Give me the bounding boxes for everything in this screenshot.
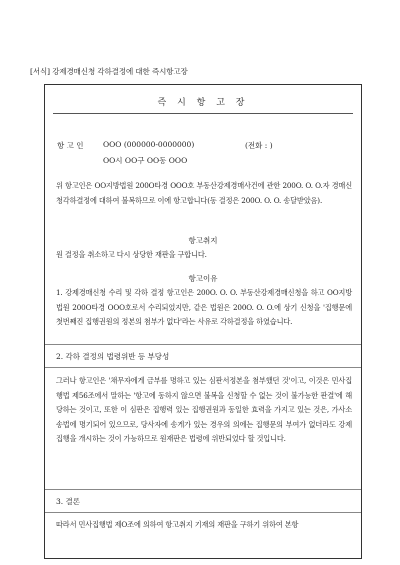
appellant-name: OOO (000000-0000000) — [103, 140, 195, 149]
appellant-address: OO시 OO구 OO동 OOO — [103, 156, 188, 165]
reason-3-title: 3. 결론 — [56, 497, 81, 506]
section-divider — [45, 512, 361, 513]
reason-2-title: 2. 각하 결정의 법령위반 등 부당성 — [56, 352, 170, 361]
reason-2-text: 그러나 항고인은 '채무자에게 금부를 명하고 있는 심판서정본을 첨부했던 것'이고, 이것은 민사집행법 제56조에서 말하는 '항고에 동하지 않으면 불복을 신청할 수 없는 것이 불가능한 판결'에 해당하는 것이고, 또한 이 심판은 집행력 있는 집행권원과 동일한 효력을 가지고 있는 것은, 가사소송법에 명기되어 있으므로, 당사자에 송게가 있는 경우의 의에는 집행문의 부여가 없더라도 강제집행을 개시하는 것이 가능하므로 원재판은 법령에 위반되었다 할 것입니다. — [56, 376, 352, 443]
phone-label: (전화 : ) — [245, 141, 273, 150]
section-divider — [45, 344, 361, 345]
intro-paragraph: 위 항고인은 OO지방법원 200O타경 OOO호 부동산강제경매사건에 관한 200O. O. O.자 경매신청각하결정에 대하여 불복하므로 이에 항고합니다(동 결정은 200O. O. O. 송달받았음). — [56, 181, 352, 205]
document-frame — [44, 84, 362, 559]
purpose-heading: 항고취지 — [188, 236, 218, 245]
reason-1-text-rest: 하고 OO지방법원 200O타경 OOO호로서 수리되었지만, 같은 법원은 200O. O. O.에 상기 신청을 '집행문에 첫번째진 집행권원의 정본의 첨부가 없다'라는 사유로 각하결정을 하였습니다. — [56, 288, 353, 326]
purpose-text: 원 결정을 취소하고 다시 상당한 재판을 구합니다. — [56, 250, 207, 259]
form-caption: [서식] 강제경매신청 각하결정에 대한 즉시항고장 — [30, 67, 188, 76]
appellant-label: 항 고 인 — [57, 141, 84, 150]
reason-3-text: 따라서 민사집행법 제O조에 의하여 항고취지 기재의 재판을 구하기 위하여 본항 — [56, 520, 299, 529]
reason-1-title: 1. 강제경매신청 수리 및 각하 결정 — [56, 288, 165, 297]
section-divider — [45, 489, 361, 490]
reason-1 — [56, 286, 352, 330]
document-title: 즉 시 항 고 장 — [157, 98, 249, 108]
section-divider — [45, 367, 361, 368]
reasons-heading: 항고이유 — [188, 274, 218, 283]
reason-1-text-first: 항고인은 200O. O. O. 부동산강제경매신청을 — [166, 288, 309, 297]
title-divider — [53, 113, 353, 114]
